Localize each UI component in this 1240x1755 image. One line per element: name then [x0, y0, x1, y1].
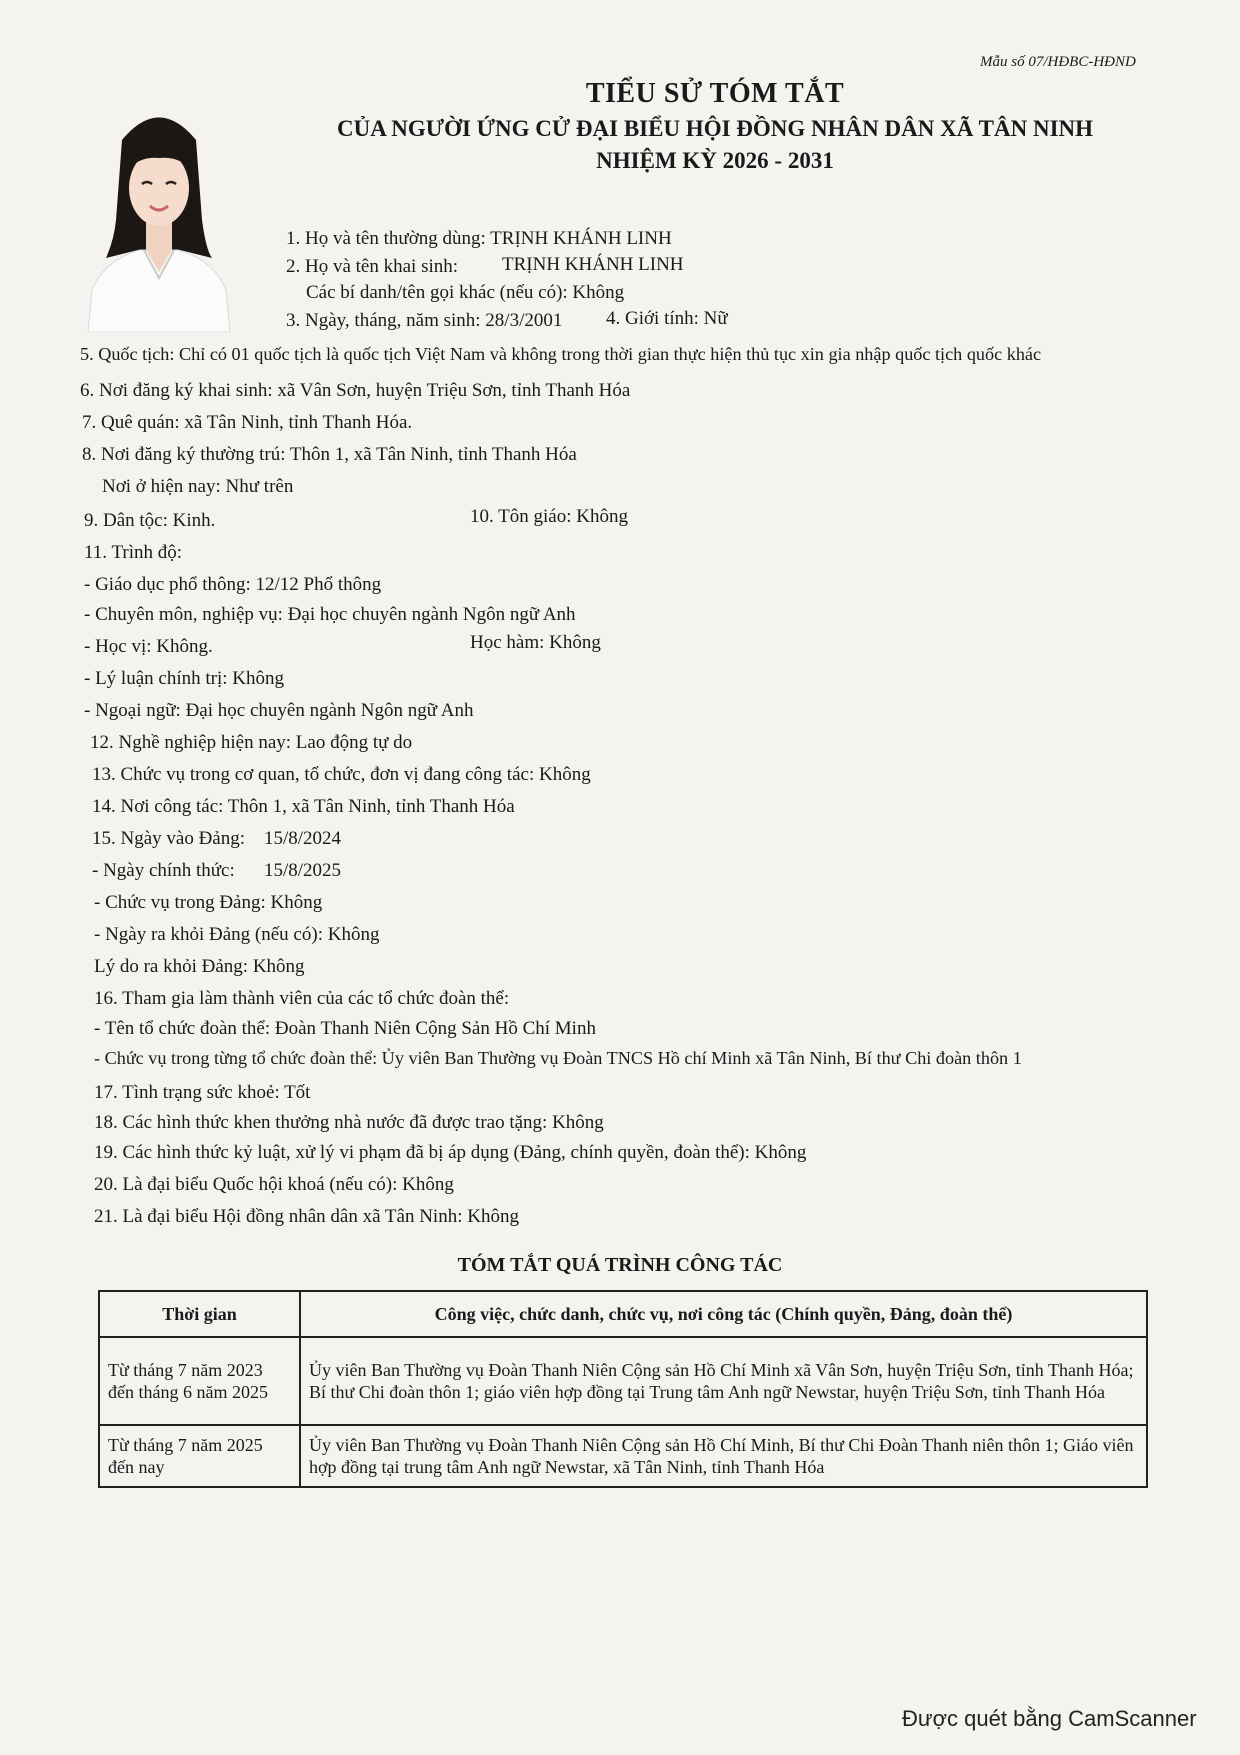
- field-gender: 4. Giới tính: Nữ: [606, 308, 728, 329]
- form-code: Mẫu số 07/HĐBC-HĐND: [980, 54, 1136, 70]
- field-nationality: 5. Quốc tịch: Chỉ có 01 quốc tịch là quốc tịch Việt Nam và không trong thời gian thực hiện thủ tục xin gia nhập quốc tịch quốc khác: [80, 344, 1042, 364]
- field-workplace: 14. Nơi công tác: Thôn 1, xã Tân Ninh, tỉnh Thanh Hóa: [92, 796, 515, 817]
- field-ethnicity: 9. Dân tộc: Kinh.: [84, 510, 216, 531]
- field-official-date: 15/8/2025: [264, 860, 342, 881]
- field-organization-position: - Chức vụ trong từng tổ chức đoàn thể: Ủy viên Ban Thường vụ Đoàn TNCS Hồ chí Minh xã Tân Ninh, Bí thư Chi đoàn thôn 1: [94, 1048, 1022, 1068]
- field-political-theory: - Lý luận chính trị: Không: [84, 668, 284, 689]
- field-party-leave-date: - Ngày ra khỏi Đảng (nếu có): Không: [94, 924, 380, 945]
- field-health: 17. Tình trạng sức khoẻ: Tốt: [94, 1082, 311, 1103]
- field-birth-name-value: TRỊNH KHÁNH LINH: [502, 254, 684, 275]
- field-general-education: - Giáo dục phổ thông: 12/12 Phổ thông: [84, 574, 382, 595]
- field-party-position: - Chức vụ trong Đảng: Không: [94, 892, 323, 913]
- field-council-delegate: 21. Là đại biểu Hội đồng nhân dân xã Tân Ninh: Không: [94, 1206, 519, 1227]
- field-national-assembly: 20. Là đại biểu Quốc hội khoá (nếu có): Không: [94, 1174, 454, 1195]
- header-time: Thời gian: [99, 1291, 300, 1337]
- row-time: Từ tháng 7 năm 2023 đến tháng 6 năm 2025: [99, 1337, 300, 1425]
- work-history-table: [98, 1290, 1148, 1488]
- field-permanent-residence: 8. Nơi đăng ký thường trú: Thôn 1, xã Tân Ninh, tỉnh Thanh Hóa: [82, 444, 577, 465]
- field-discipline: 19. Các hình thức kỷ luật, xử lý vi phạm đã bị áp dụng (Đảng, chính quyền, đoàn thể): Không: [94, 1142, 807, 1163]
- candidate-portrait-photo: [84, 100, 234, 332]
- field-organizations: 16. Tham gia làm thành viên của các tổ chức đoàn thể:: [94, 988, 510, 1009]
- document-term: NHIỆM KỲ 2026 - 2031: [596, 148, 834, 173]
- table-row: [99, 1425, 1147, 1487]
- document-title-block: [300, 78, 1130, 174]
- field-official-date-label: - Ngày chính thức:: [92, 860, 235, 881]
- field-current-residence: Nơi ở hiện nay: Như trên: [102, 476, 294, 497]
- field-party-join-date: 15/8/2024: [264, 828, 342, 849]
- document-subtitle: CỦA NGƯỜI ỨNG CỬ ĐẠI BIỂU HỘI ĐỒNG NHÂN DÂN XÃ TÂN NINH: [336, 116, 1094, 141]
- field-party-join-label: 15. Ngày vào Đảng:: [92, 828, 246, 849]
- row-time: Từ tháng 7 năm 2025 đến nay: [99, 1425, 300, 1487]
- field-awards: 18. Các hình thức khen thưởng nhà nước đã được trao tặng: Không: [94, 1112, 604, 1133]
- document-title: TIỂU SỬ TÓM TẮT: [585, 78, 845, 109]
- field-party-leave-reason: Lý do ra khỏi Đảng: Không: [94, 956, 305, 977]
- field-academic-degree: - Học vị: Không.: [84, 636, 213, 657]
- table-header-row: [99, 1291, 1147, 1337]
- table-row: [99, 1337, 1147, 1425]
- field-position: 13. Chức vụ trong cơ quan, tổ chức, đơn vị đang công tác: Không: [92, 764, 591, 785]
- field-date-of-birth: 3. Ngày, tháng, năm sinh: 28/3/2001: [286, 310, 563, 331]
- row-work: Ủy viên Ban Thường vụ Đoàn Thanh Niên Cộng sản Hồ Chí Minh, Bí thư Chi Đoàn Thanh niên thôn 1; Giáo viên hợp đồng tại trung tâm Anh ngữ Newstar, xã Tân Ninh, tỉnh Thanh Hóa: [300, 1425, 1147, 1487]
- scanner-watermark: Được quét bằng CamScanner: [902, 1706, 1197, 1731]
- field-qualifications: 11. Trình độ:: [84, 542, 183, 563]
- field-aliases: Các bí danh/tên gọi khác (nếu có): Không: [306, 282, 625, 303]
- field-occupation: 12. Nghề nghiệp hiện nay: Lao động tự do: [90, 732, 413, 753]
- work-history-title: TÓM TẮT QUÁ TRÌNH CÔNG TÁC: [457, 1254, 783, 1276]
- field-birth-registration: 6. Nơi đăng ký khai sinh: xã Vân Sơn, huyện Triệu Sơn, tỉnh Thanh Hóa: [80, 380, 631, 401]
- field-common-name: 1. Họ và tên thường dùng: TRỊNH KHÁNH LINH: [286, 228, 672, 249]
- field-foreign-language: - Ngoại ngữ: Đại học chuyên ngành Ngôn ngữ Anh: [84, 700, 474, 721]
- header-work: Công việc, chức danh, chức vụ, nơi công tác (Chính quyền, Đảng, đoàn thể): [300, 1291, 1147, 1337]
- row-work: Ủy viên Ban Thường vụ Đoàn Thanh Niên Cộng sản Hồ Chí Minh xã Vân Sơn, huyện Triệu Sơn, tỉnh Thanh Hóa; Bí thư Chi đoàn thôn 1; giáo viên hợp đồng tại Trung tâm Anh ngữ Newstar, huyện Triệu Sơn, tỉnh Thanh Hóa: [300, 1337, 1147, 1425]
- field-hometown: 7. Quê quán: xã Tân Ninh, tỉnh Thanh Hóa.: [82, 412, 413, 433]
- field-religion: 10. Tôn giáo: Không: [470, 506, 628, 527]
- field-specialty: - Chuyên môn, nghiệp vụ: Đại học chuyên ngành Ngôn ngữ Anh: [84, 604, 576, 625]
- field-birth-name-label: 2. Họ và tên khai sinh:: [286, 256, 459, 277]
- field-academic-title: Học hàm: Không: [470, 632, 601, 653]
- field-organization-name: - Tên tổ chức đoàn thể: Đoàn Thanh Niên Cộng Sản Hồ Chí Minh: [94, 1018, 596, 1039]
